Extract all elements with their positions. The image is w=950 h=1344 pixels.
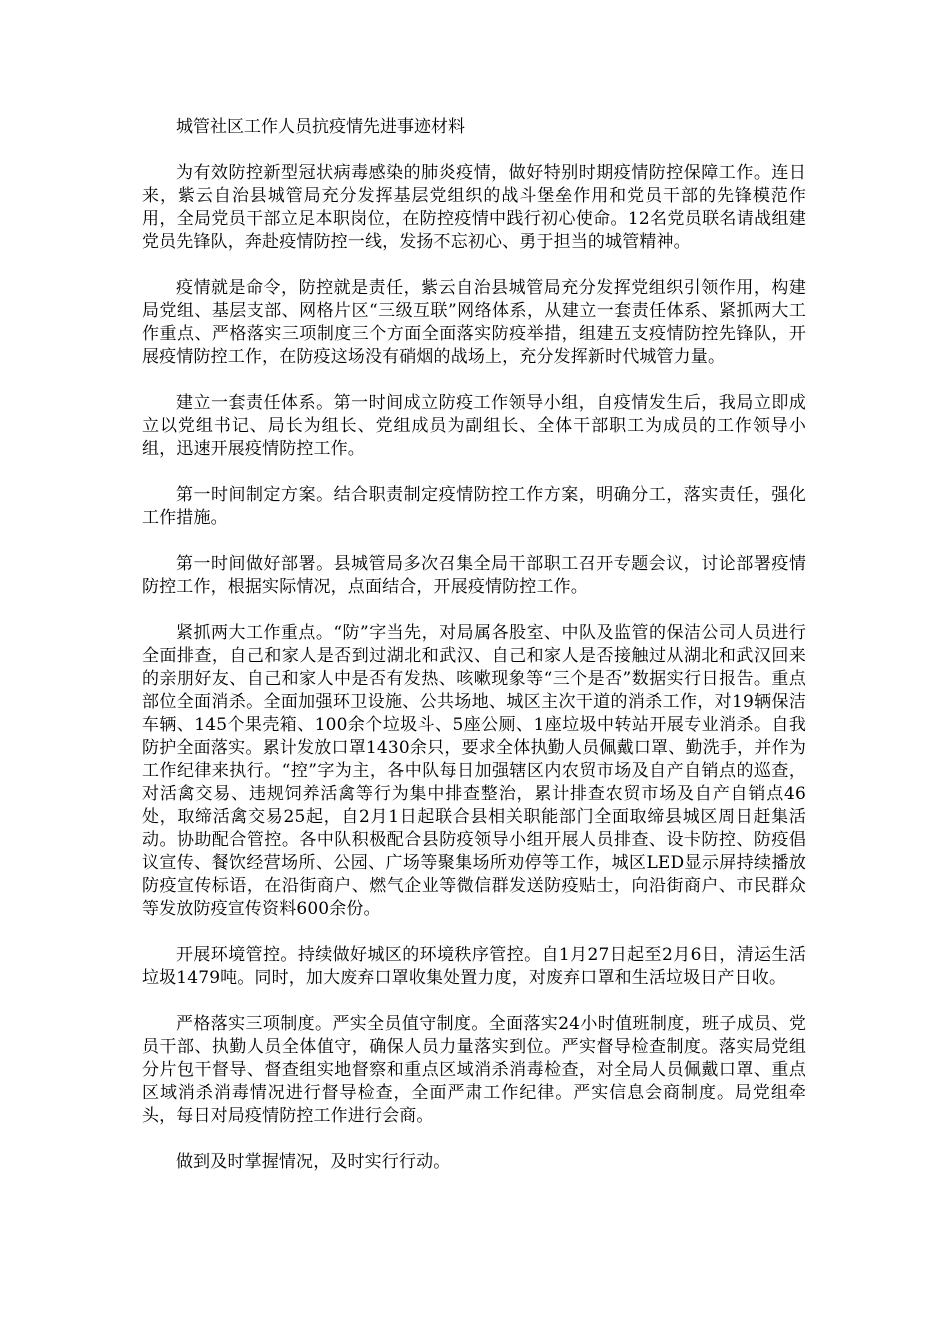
paragraph-key-work: 紧抓两大工作重点。“防”字当先，对局属各股室、中队及监管的保洁公司人员进行全面排查，自己和家人是否到过湖北和武汉、自己和家人是否接触过从湖北和武汉回来的亲朋好友、自己和家人中是否有发热、咳嗽现象等“三个是否”数据实行日报告。重点部位全面消杀。全面加强环卫设施、公共场地、城区主次干道的消杀工作，对19辆保洁车辆、145个果壳箱、100余个垃圾斗、5座公厕、1座垃圾中转站开展专业消杀。自我防护全面落实。累计发放口罩1430余只，要求全体执勤人员佩戴口罩、勤洗手，并作为工作纪律来执行。“控”字为主，各中队每日加强辖区内农贸市场及自产自销点的巡查，对活禽交易、违规饲养活禽等行为集中排查整治，累计排查农贸市场及自产自销点46处，取缔活禽交易25起，自2月1日起联合县相关职能部门全面取缔县城区周日赶集活动。协助配合管控。各中队积极配合县防疫领导小组开展人员排查、设卡防控、防疫倡议宣传、餐饮经营场所、公园、广场等聚集场所劝停等工作，城区LED显示屏持续播放防疫宣传标语，在沿街商户、燃气企业等微信群发送防疫贴士，向沿街商户、市民群众等发放防疫宣传资料600余份。	[142, 623, 806, 919]
paragraph-deployment: 第一时间做好部署。县城管局多次召集全局干部职工召开专题会议，讨论部署疫情防控工作，根据实际情况，点面结合，开展疫情防控工作。	[142, 554, 806, 597]
paragraph-plan: 第一时间制定方案。结合职责制定疫情防控工作方案，明确分工，落实责任，强化工作措施。	[142, 485, 806, 528]
paragraph-closing: 做到及时掌握情况，及时实行行动。	[176, 1152, 451, 1172]
document-title: 城管社区工作人员抗疫情先进事迹材料	[176, 117, 465, 137]
paragraph-three-systems: 严格落实三项制度。严实全员值守制度。全面落实24小时值班制度，班子成员、党员干部、执勤人员全体值守，确保人员力量落实到位。严实督导检查制度。落实局党组分片包干督导、督查组实地督察和重点区域消杀消毒检查，对全局人员佩戴口罩、重点区域消杀消毒情况进行督导检查，全面严肃工作纪律。严实信息会商制度。局党组牵头，每日对局疫情防控工作进行会商。	[142, 1014, 806, 1126]
paragraph-environment-control: 开展环境管控。持续做好城区的环境秩序管控。自1月27日起至2月6日，清运生活垃圾1479吨。同时，加大废弃口罩收集处置力度，对废弃口罩和生活垃圾日产日收。	[142, 945, 806, 988]
paragraph-intro: 为有效防控新型冠状病毒感染的肺炎疫情，做好特别时期疫情防控保障工作。连日来，紫云自治县城管局充分发挥基层党组织的战斗堡垒作用和党员干部的先锋模范作用，全局党员干部立足本职岗位，在防控疫情中践行初心使命。12名党员联名请战组建党员先锋队，奔赴疫情防控一线，发扬不忘初心、勇于担当的城管精神。	[142, 163, 806, 252]
document-body	[142, 116, 806, 1197]
paragraph-overview: 疫情就是命令，防控就是责任，紫云自治县城管局充分发挥党组织引领作用，构建局党组、基层支部、网格片区“三级互联”网络体系，从建立一套责任体系、紧抓两大工作重点、严格落实三项制度三个方面全面落实防疫举措，组建五支疫情防控先锋队，开展疫情防控工作，在防疫这场没有硝烟的战场上，充分发挥新时代城管力量。	[142, 278, 806, 367]
paragraph-responsibility-system: 建立一套责任体系。第一时间成立防疫工作领导小组，自疫情发生后，我局立即成立以党组书记、局长为组长、党组成员为副组长、全体干部职工为成员的工作领导小组，迅速开展疫情防控工作。	[142, 393, 806, 459]
